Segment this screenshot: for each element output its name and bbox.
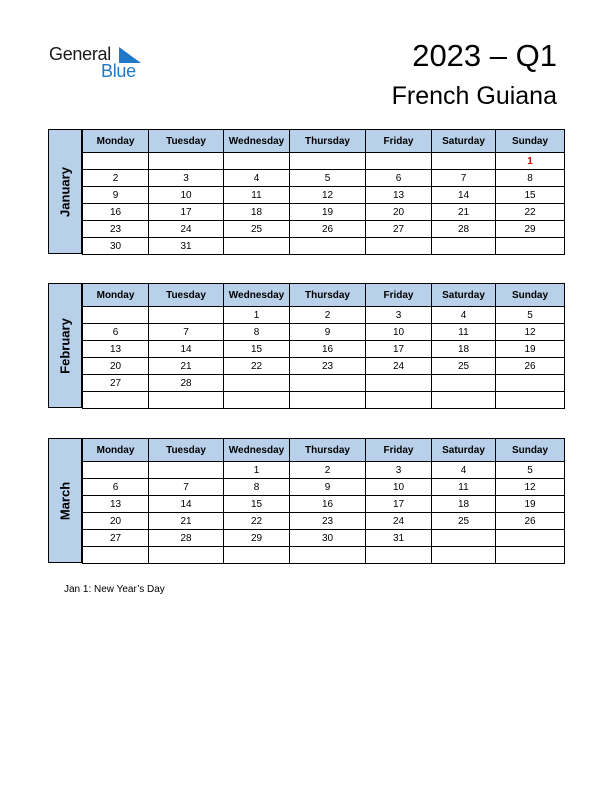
day-cell: [83, 547, 149, 564]
day-cell: 29: [224, 530, 290, 547]
month-label: [48, 283, 82, 408]
weekday-header: Monday: [83, 439, 149, 462]
day-cell: [290, 153, 366, 170]
day-cell: 13: [83, 496, 149, 513]
day-cell: [366, 375, 432, 392]
week-row: [83, 307, 565, 324]
day-cell: 23: [290, 358, 366, 375]
day-cell: 6: [83, 479, 149, 496]
day-cell: 8: [496, 170, 565, 187]
weekday-header: Wednesday: [224, 439, 290, 462]
day-cell: 5: [496, 307, 565, 324]
weekday-header: Monday: [83, 130, 149, 153]
country-name: French Guiana: [391, 82, 557, 110]
day-cell: 28: [149, 375, 224, 392]
day-cell: 29: [496, 221, 565, 238]
day-cell: [432, 392, 496, 409]
day-cell: [224, 153, 290, 170]
week-row: [83, 530, 565, 547]
day-cell: 26: [496, 358, 565, 375]
weekday-header: Saturday: [432, 284, 496, 307]
day-cell: 17: [366, 496, 432, 513]
day-cell: 13: [83, 341, 149, 358]
week-row: [83, 221, 565, 238]
week-row: [83, 479, 565, 496]
day-cell: 10: [366, 324, 432, 341]
weekday-header: Friday: [366, 439, 432, 462]
day-cell: [366, 238, 432, 255]
day-cell: [432, 375, 496, 392]
weekday-header: Thursday: [290, 130, 366, 153]
day-cell: 14: [149, 496, 224, 513]
month-name: March: [57, 481, 73, 520]
day-cell: 9: [83, 187, 149, 204]
day-cell: [83, 392, 149, 409]
week-row: [83, 204, 565, 221]
day-cell: 25: [224, 221, 290, 238]
logo-text-blue: Blue: [101, 61, 136, 81]
weekday-header: Saturday: [432, 130, 496, 153]
day-cell: 25: [432, 358, 496, 375]
day-cell: 12: [496, 324, 565, 341]
day-cell: 12: [290, 187, 366, 204]
day-cell: [149, 392, 224, 409]
day-cell: 22: [224, 358, 290, 375]
day-cell: [496, 238, 565, 255]
day-cell: 15: [224, 496, 290, 513]
day-cell: [83, 153, 149, 170]
day-cell: [496, 375, 565, 392]
day-cell: 18: [224, 204, 290, 221]
day-cell: 31: [149, 238, 224, 255]
day-cell: [432, 547, 496, 564]
day-cell: 19: [290, 204, 366, 221]
holiday-note: Jan 1: New Year’s Day: [64, 584, 165, 595]
day-cell: 24: [366, 358, 432, 375]
day-cell: [149, 307, 224, 324]
week-row: [83, 547, 565, 564]
day-cell: 27: [83, 530, 149, 547]
month-table: [82, 283, 565, 409]
day-cell: 1: [224, 307, 290, 324]
week-row: [83, 496, 565, 513]
day-cell: 5: [290, 170, 366, 187]
day-cell: 21: [149, 358, 224, 375]
day-cell: 16: [290, 496, 366, 513]
weekday-header: Sunday: [496, 439, 565, 462]
day-cell: 19: [496, 341, 565, 358]
day-cell: [149, 153, 224, 170]
day-cell: 2: [83, 170, 149, 187]
day-cell: 6: [83, 324, 149, 341]
day-cell: 20: [366, 204, 432, 221]
day-cell: 28: [149, 530, 224, 547]
week-row: [83, 392, 565, 409]
day-cell: 22: [496, 204, 565, 221]
week-row: [83, 375, 565, 392]
day-cell: 23: [290, 513, 366, 530]
day-cell: [290, 375, 366, 392]
day-cell: 2: [290, 307, 366, 324]
day-cell: 30: [290, 530, 366, 547]
day-cell: 1: [224, 462, 290, 479]
month-table: [82, 438, 565, 564]
day-cell: 10: [366, 479, 432, 496]
day-cell: 4: [432, 462, 496, 479]
day-cell: 15: [496, 187, 565, 204]
day-cell: 23: [83, 221, 149, 238]
day-cell: 22: [224, 513, 290, 530]
day-cell: 3: [366, 462, 432, 479]
day-cell: 8: [224, 479, 290, 496]
day-cell: [224, 547, 290, 564]
day-cell: 11: [224, 187, 290, 204]
day-cell: 8: [224, 324, 290, 341]
day-cell: [224, 238, 290, 255]
page-title: 2023 – Q1: [412, 38, 557, 73]
month-label: [48, 129, 82, 254]
day-cell: [149, 547, 224, 564]
day-cell: 7: [149, 479, 224, 496]
day-cell: 11: [432, 479, 496, 496]
week-row: [83, 238, 565, 255]
month-name: February: [57, 317, 73, 374]
month-table: [82, 129, 565, 255]
day-cell: [366, 547, 432, 564]
day-cell: [224, 392, 290, 409]
day-cell: 16: [290, 341, 366, 358]
day-cell: [432, 530, 496, 547]
week-row: [83, 462, 565, 479]
day-cell: 1: [496, 153, 565, 170]
weekday-header: Friday: [366, 284, 432, 307]
day-cell: 15: [224, 341, 290, 358]
day-cell: 4: [432, 307, 496, 324]
day-cell: [432, 153, 496, 170]
weekday-header: Monday: [83, 284, 149, 307]
day-cell: 20: [83, 513, 149, 530]
day-cell: 28: [432, 221, 496, 238]
day-cell: 24: [366, 513, 432, 530]
week-row: [83, 341, 565, 358]
day-cell: [83, 307, 149, 324]
day-cell: 9: [290, 324, 366, 341]
day-cell: 31: [366, 530, 432, 547]
day-cell: [496, 547, 565, 564]
day-cell: 17: [366, 341, 432, 358]
generalblue-logo: [49, 44, 159, 84]
month-name: January: [57, 166, 73, 217]
day-cell: 17: [149, 204, 224, 221]
day-cell: [290, 238, 366, 255]
day-cell: 21: [432, 204, 496, 221]
day-cell: 30: [83, 238, 149, 255]
day-cell: 14: [149, 341, 224, 358]
weekday-header: Sunday: [496, 284, 565, 307]
month-label: [48, 438, 82, 563]
week-row: [83, 153, 565, 170]
day-cell: 12: [496, 479, 565, 496]
weekday-header: Friday: [366, 130, 432, 153]
day-cell: 18: [432, 496, 496, 513]
day-cell: [83, 462, 149, 479]
weekday-header: Thursday: [290, 284, 366, 307]
day-cell: 27: [83, 375, 149, 392]
day-cell: [290, 392, 366, 409]
day-cell: 26: [496, 513, 565, 530]
day-cell: 19: [496, 496, 565, 513]
day-cell: 21: [149, 513, 224, 530]
week-row: [83, 170, 565, 187]
day-cell: 26: [290, 221, 366, 238]
day-cell: 24: [149, 221, 224, 238]
day-cell: [432, 238, 496, 255]
day-cell: [496, 392, 565, 409]
week-row: [83, 358, 565, 375]
weekday-header: Thursday: [290, 439, 366, 462]
day-cell: 9: [290, 479, 366, 496]
day-cell: 7: [432, 170, 496, 187]
week-row: [83, 324, 565, 341]
day-cell: 2: [290, 462, 366, 479]
week-row: [83, 187, 565, 204]
day-cell: 10: [149, 187, 224, 204]
day-cell: 3: [366, 307, 432, 324]
day-cell: 27: [366, 221, 432, 238]
weekday-header: Wednesday: [224, 284, 290, 307]
day-cell: 14: [432, 187, 496, 204]
day-cell: 5: [496, 462, 565, 479]
logo-text-general: General: [49, 44, 111, 64]
day-cell: 6: [366, 170, 432, 187]
day-cell: 3: [149, 170, 224, 187]
day-cell: 13: [366, 187, 432, 204]
day-cell: [496, 530, 565, 547]
day-cell: [149, 462, 224, 479]
day-cell: [366, 153, 432, 170]
week-row: [83, 513, 565, 530]
day-cell: 16: [83, 204, 149, 221]
day-cell: 11: [432, 324, 496, 341]
weekday-header: Wednesday: [224, 130, 290, 153]
day-cell: [366, 392, 432, 409]
day-cell: [290, 547, 366, 564]
day-cell: 18: [432, 341, 496, 358]
weekday-header: Sunday: [496, 130, 565, 153]
day-cell: 25: [432, 513, 496, 530]
day-cell: 7: [149, 324, 224, 341]
weekday-header: Tuesday: [149, 130, 224, 153]
day-cell: 20: [83, 358, 149, 375]
weekday-header: Tuesday: [149, 439, 224, 462]
day-cell: [224, 375, 290, 392]
weekday-header: Tuesday: [149, 284, 224, 307]
day-cell: 4: [224, 170, 290, 187]
weekday-header: Saturday: [432, 439, 496, 462]
